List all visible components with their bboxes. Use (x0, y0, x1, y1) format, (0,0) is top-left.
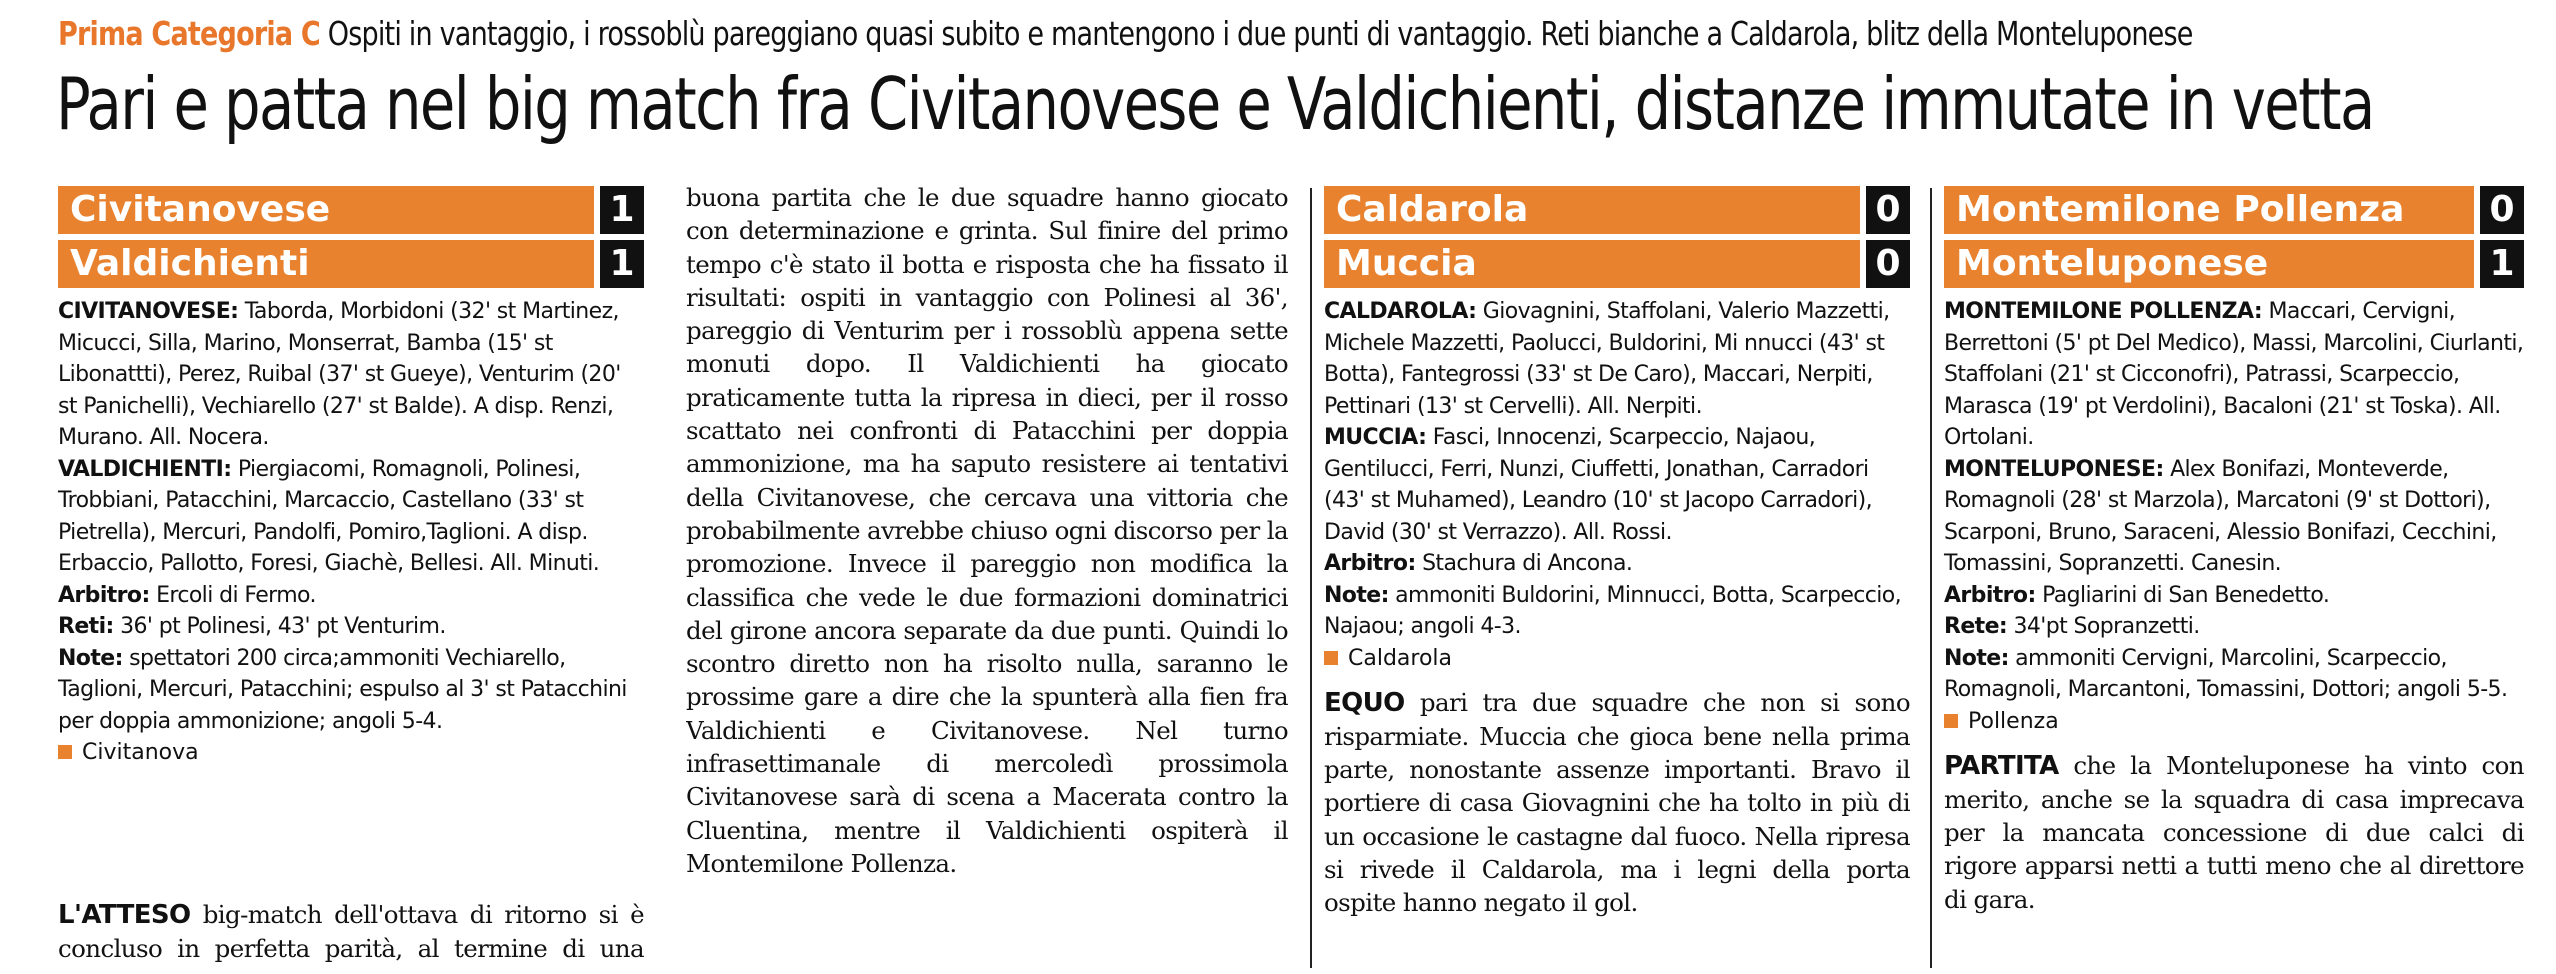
match2-home-score: 0 (1866, 186, 1910, 234)
match1-home-score: 1 (600, 186, 644, 234)
match3-location (1944, 706, 2524, 737)
match3-home-score: 0 (2480, 186, 2524, 234)
match3-article-text: che la Monteluponese ha vinto con merito, anche se la squadra di casa imprecava per la mancata concessione di due calci di rigore apparsi netti a tutti meno che al direttore di gara. (1944, 750, 2524, 914)
match2-away-lineup-label: MUCCIA: (1324, 425, 1427, 450)
match3-away-row (1944, 240, 2524, 288)
match1-away-lineup-label: VALDICHIENTI: (58, 456, 232, 482)
match1-article-col2 (686, 180, 1288, 970)
match2-article (1324, 686, 1910, 920)
match3-home-lineup-label: MONTEMILONE POLLENZA: (1944, 299, 2263, 324)
match2-lineups (1324, 296, 1910, 643)
match2-location-text: Caldarola (1348, 645, 1453, 671)
match1-article-col2-text: buona partita che le due squadre hanno giocato con determinazione e grinta. Sul finire del primo tempo c'è stato il botta e risposta che ha fissato il risultati: ospiti in vantaggio con Polinesi al 36', pareggio di Venturim per i rossoblù appena sette monuti dopo. Il Valdichienti ha giocato praticamente tutta la ripresa in dieci, per il rosso scattato nei confronti di Patacchini per doppia ammonizione, ma ha saputo resistere ai tentativi della Civitanovese, che cercava una vittoria che probabilmente avrebbe chiuso ogni discorso per la promozione. Invece il pareggio non modifica la classifica che vede le due formazioni dominatrici del girone ancora separate da due punti. Quindi lo scontro diretto non ha risolto nulla, saranno le prossime gare a dire che la spunterà alla fien fra Valdichienti e Civitanovese. Nel turno infrasettimanale di mercoledì prossimola Civitanovese sarà di scena a Macerata contro la Cluentina, mentre il Valdichienti ospiterà il Montemilone Pollenza. (686, 183, 1288, 878)
match3-home-name: Montemilone Pollenza (1944, 186, 2474, 234)
match3-lineups (1944, 296, 2524, 706)
match3-goals: 34'pt Sopranzetti. (2013, 614, 2200, 639)
match3-away-lineup-label: MONTELUPONESE: (1944, 456, 2164, 482)
match3-article (1944, 749, 2524, 916)
match3-away-name: Monteluponese (1944, 240, 2474, 288)
match1-home-name: Civitanovese (58, 186, 594, 234)
match1-article-part1 (58, 898, 644, 968)
match2-home-row (1324, 186, 1910, 234)
match3-box (1944, 186, 2524, 916)
match3-home-lineup: Maccari, Cervigni, Berrettoni (5' pt Del Medico), Massi, Marcolini, Ciurlanti, Staffolani (21' st Cicconofri), Patrassi, Scarpeccio, Marasca (19' pt Verdolini), Bacaloni (21' st Toska). All. Ortolani. (1944, 299, 2524, 450)
match3-referee: Pagliarini di San Benedetto. (2042, 582, 2330, 608)
match2-away-score: 0 (1866, 240, 1910, 288)
match1-home-lineup: Taborda, Morbidoni (32' st Martinez, Micucci, Silla, Marino, Monserrat, Bamba (15' st Libonattti), Perez, Ruibal (37' st Gueye), Venturim (20' st Panichelli), Vechiarello (27' st Balde). A disp. Renzi, Murano. All. Nocera. (58, 299, 621, 450)
match1-away-score: 1 (600, 240, 644, 288)
match2-away-name: Muccia (1324, 240, 1860, 288)
match3-notes-label: Note: (1944, 645, 2009, 671)
match3-article-lead: PARTITA (1944, 750, 2059, 781)
match1-referee: Ercoli di Fermo. (156, 582, 316, 608)
match1-notes: spettatori 200 circa;ammoniti Vechiarello, Taglioni, Mercuri, Patacchini; espulso al 3' st Patacchini per doppia ammonizione; angoli 5-4. (58, 645, 627, 734)
match1-article-lead: L'ATTESO (58, 900, 191, 930)
match1-away-row (58, 240, 644, 288)
match1-lineups (58, 296, 644, 737)
match2-away-row (1324, 240, 1910, 288)
match1-article-col2-flow (686, 180, 1288, 880)
match1-referee-label: Arbitro: (58, 582, 150, 608)
match1-box (58, 186, 644, 768)
match2-home-lineup: Giovagnini, Staffolani, Valerio Mazzetti, Michele Mazzetti, Paolucci, Buldorini, Mi nnucci (43' st Botta), Fantegrossi (33' st De Caro), Maccari, Nerpiti, Pettinari (13' st Cervelli). All. Nerpiti. (1324, 299, 1890, 419)
match2-away-lineup: Fasci, Innocenzi, Scarpeccio, Najaou, Gentilucci, Ferri, Nunzi, Ciuffetti, Jonathan, Carradori (43' st Muhamed), Leandro (10' st Jacopo Carradori), David (30' st Verrazzo). All. Rossi. (1324, 425, 1872, 545)
match1-away-name: Valdichienti (58, 240, 594, 288)
match2-location (1324, 643, 1910, 674)
match2-article-text: pari tra due squadre che non si sono risparmiate. Muccia che gioca bene nella prima parte, nonostante assenze importanti. Bravo il portiere di casa Giovagnini che ha tolto in più di un occasione le castagne dal fuoco. Nella ripresa si rivede il Caldarola, ma i legni della porta ospite hanno negato il gol. (1324, 687, 1910, 918)
category-label: Prima Categoria C (58, 14, 320, 53)
match2-box (1324, 186, 1910, 920)
match2-notes-label: Note: (1324, 582, 1389, 608)
match3-home-row (1944, 186, 2524, 234)
match3-away-lineup: Alex Bonifazi, Monteverde, Romagnoli (28' st Marzola), Marcatoni (9' st Dottori), Scarponi, Bruno, Saraceni, Alessio Bonifazi, Cecchini, Tomassini, Sopranzetti. Canesin. (1944, 456, 2497, 576)
match1-location (58, 737, 644, 768)
match3-goals-label: Rete: (1944, 614, 2008, 639)
match3-referee-label: Arbitro: (1944, 582, 2036, 608)
match2-home-lineup-label: CALDAROLA: (1324, 299, 1477, 324)
match2-referee-label: Arbitro: (1324, 551, 1416, 576)
match1-goals: 36' pt Polinesi, 43' pt Venturim. (120, 614, 446, 639)
match1-away-lineup: Piergiacomi, Romagnoli, Polinesi, Trobbiani, Patacchini, Marcaccio, Castellano (33' st Pietrella), Mercuri, Pandolfi, Pomiro,Taglioni. A disp. Erbaccio, Pallotto, Foresi, Giachè, Bellesi. All. Minuti. (58, 456, 600, 576)
match1-home-lineup-label: CIVITANOVESE: (58, 299, 239, 324)
kicker (58, 14, 2193, 54)
match3-away-score: 1 (2480, 240, 2524, 288)
match2-referee: Stachura di Ancona. (1422, 551, 1633, 576)
column-divider (1930, 188, 1932, 968)
match1-home-row (58, 186, 644, 234)
match3-location-text: Pollenza (1968, 708, 2059, 734)
location-marker-icon (58, 745, 72, 759)
match1-location-text: Civitanova (82, 740, 199, 765)
kicker-summary: Ospiti in vantaggio, i rossoblù pareggiano quasi subito e mantengono i due punti di vantaggio. Reti bianche a Caldarola, blitz della Monteluponese (327, 14, 2193, 53)
headline: Pari e patta nel big match fra Civitanovese e Valdichienti, distanze immutate in vetta (56, 62, 2374, 146)
location-marker-icon (1944, 714, 1958, 728)
match1-notes-label: Note: (58, 645, 123, 671)
match3-notes: ammoniti Cervigni, Marcolini, Scarpeccio, Romagnoli, Marcantoni, Tomassini, Dottori; angoli 5-5. (1944, 645, 2508, 702)
match1-goals-label: Reti: (58, 614, 114, 639)
match2-home-name: Caldarola (1324, 186, 1860, 234)
column-divider (1310, 188, 1312, 968)
match1-article-text: big-match dell'ottava di ritorno si è concluso in perfetta parità, al termine di una (58, 900, 644, 964)
match2-article-lead: EQUO (1324, 687, 1405, 718)
location-marker-icon (1324, 651, 1338, 665)
match2-notes: ammoniti Buldorini, Minnucci, Botta, Scarpeccio, Najaou; angoli 4-3. (1324, 582, 1902, 639)
